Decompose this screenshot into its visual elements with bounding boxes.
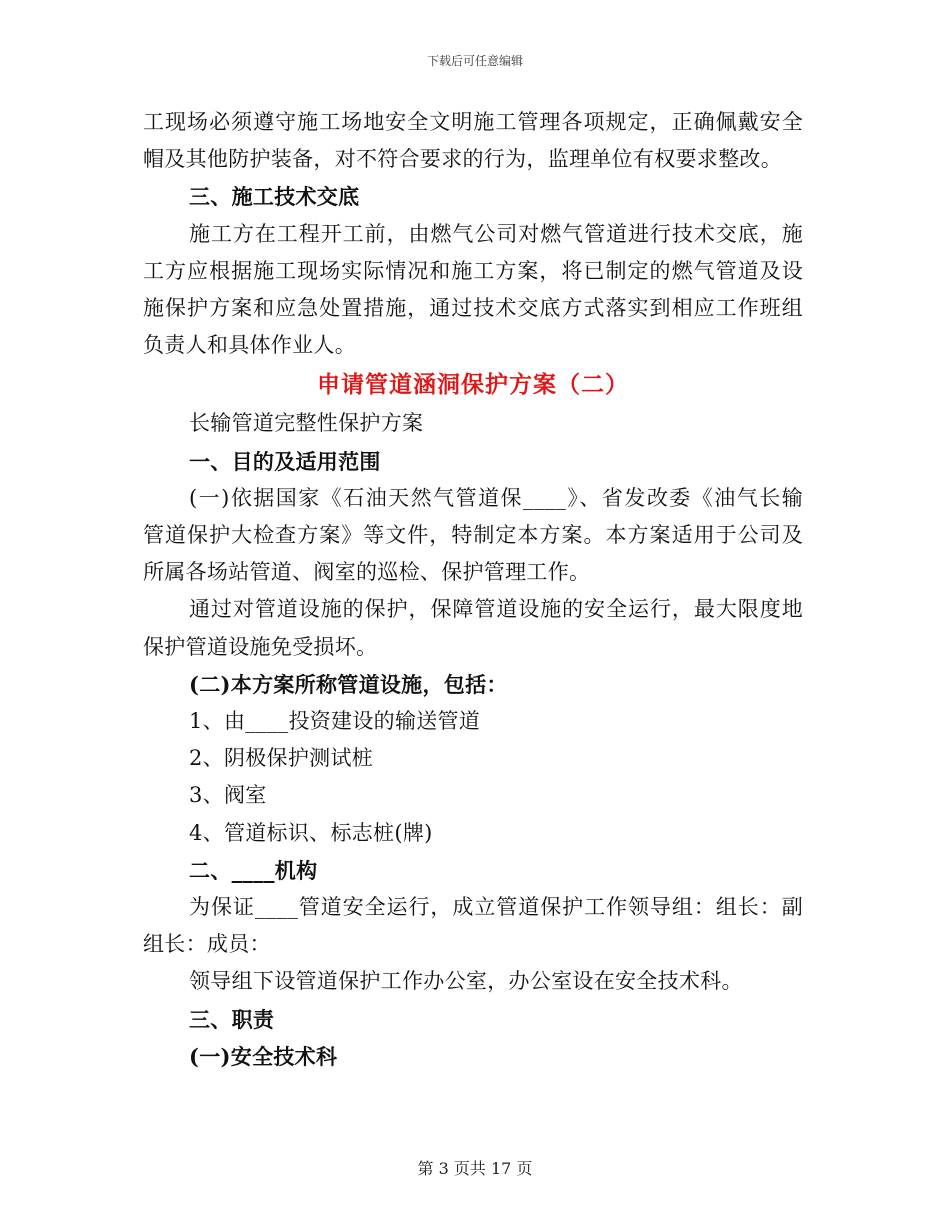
list-item: 3、阀室	[189, 783, 267, 808]
page-header-note: 下载后可任意编辑	[426, 54, 523, 68]
section-heading: 三、职责	[189, 1006, 275, 1032]
page-footer: 第 3 页共 17 页	[417, 1159, 533, 1178]
section-heading: (一)安全技术科	[189, 1043, 338, 1069]
body-line: 保护管道设施免受损坏。	[143, 634, 378, 659]
section-heading: 二、____机构	[189, 857, 318, 883]
body-line: 管道保护大检查方案》等文件，特制定本方案。本方案适用于公司及	[143, 523, 803, 548]
body-line: 通过对管道设施的保护，保障管道设施的安全运行，最大限度地	[189, 597, 803, 622]
subtitle-line: 长输管道完整性保护方案	[189, 411, 424, 436]
body-line: 负责人和具体作业人。	[143, 333, 356, 358]
list-item: 1、由____投资建设的输送管道	[189, 709, 481, 734]
section-heading: 一、目的及适用范围	[189, 448, 381, 474]
body-line: (一)依据国家《石油天然气管道保____》、省发改委《油气长输	[189, 485, 803, 510]
list-item: 4、管道标识、标志桩(牌)	[189, 820, 433, 845]
document-body	[143, 104, 803, 1075]
document-title: 申请管道涵洞保护方案（二）	[317, 371, 629, 399]
body-line: 为保证____管道安全运行，成立管道保护工作领导组：组长：副	[189, 895, 803, 920]
section-heading: 三、施工技术交底	[189, 184, 360, 210]
body-line: 所属各场站管道、阀室的巡检、保护管理工作。	[143, 560, 591, 585]
body-line: 工现场必须遵守施工场地安全文明施工管理各项规定，正确佩戴安全	[143, 110, 803, 134]
body-line: 组长：成员：	[143, 932, 271, 957]
body-line: 施保护方案和应急处置措施，通过技术交底方式落实到相应工作班组	[143, 296, 803, 321]
section-heading: (二)本方案所称管道设施，包括：	[189, 671, 508, 697]
body-line: 施工方在工程开工前，由燃气公司对燃气管道进行技术交底，施	[189, 221, 803, 246]
body-line: 工方应根据施工现场实际情况和施工方案，将已制定的燃气管道及设	[143, 258, 803, 283]
body-line: 帽及其他防护装备，对不符合要求的行为，监理单位有权要求整改。	[143, 147, 782, 172]
body-line: 领导组下设管道保护工作办公室，办公室设在安全技术科。	[189, 969, 743, 994]
list-item: 2、阴极保护测试桩	[189, 746, 374, 771]
